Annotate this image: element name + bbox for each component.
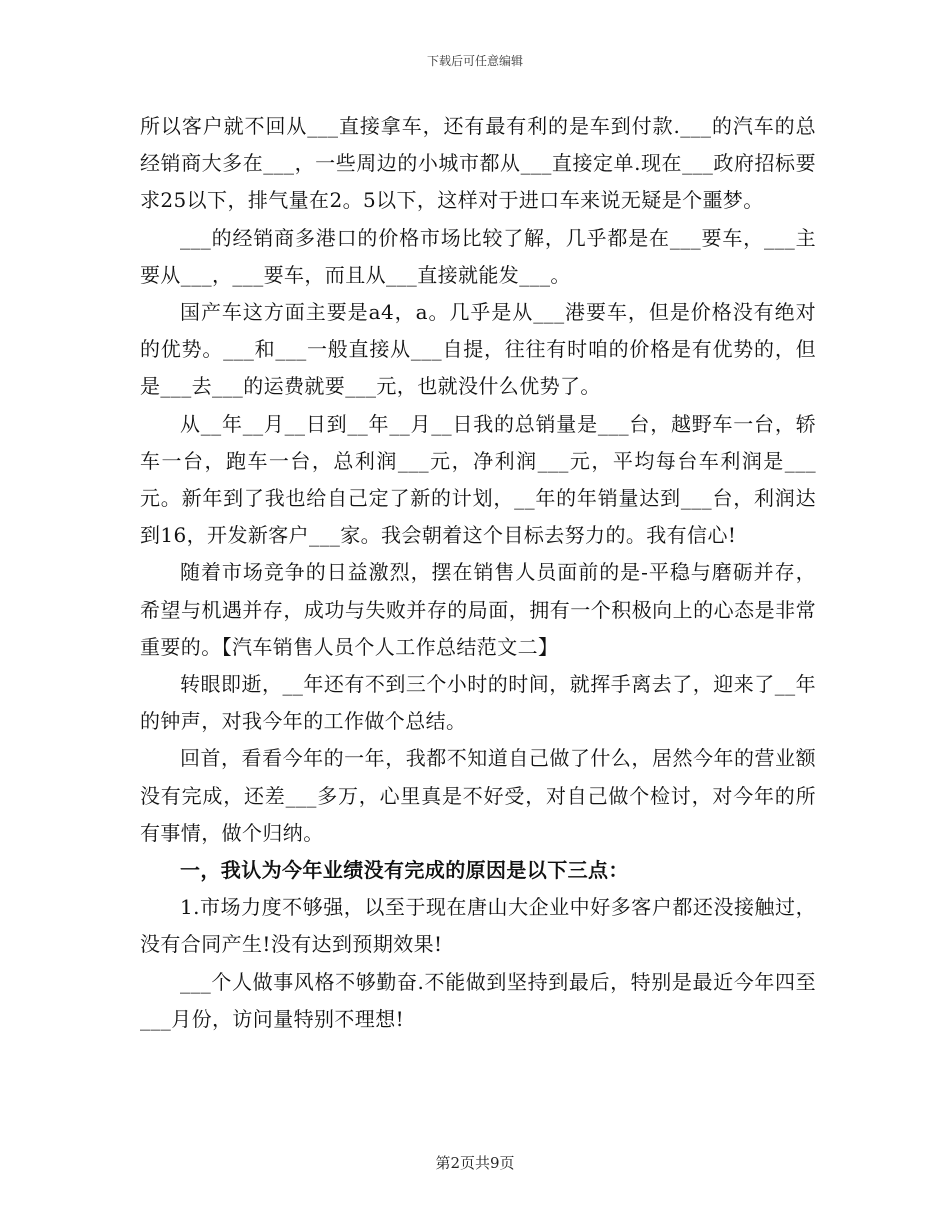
paragraph: 从__年__月__日到__年__月__日我的总销量是___台，越野车一台，轿车一台，跑车一台，总利润___元，净利润___元，平均每台车利润是___元。新年到了我也给自己定了新的计划，__年的年销量达到___台，利润达到16，开发新客户___家。我会朝着这个目标去努力的。我有信心!: [140, 411, 816, 548]
paragraph: 回首，看看今年的一年，我都不知道自己做了什么，居然今年的营业额没有完成，还差___多万，心里真是不好受，对自己做个检讨，对今年的所有事情，做个归纳。: [140, 746, 816, 845]
paragraph: 1.市场力度不够强，以至于现在唐山大企业中好多客户都还没接触过，没有合同产生!没有达到预期效果!: [140, 895, 816, 957]
paragraph: 国产车这方面主要是a4，a。几乎是从___港要车，但是价格没有绝对的优势。___和___一般直接从___自提，往往有时咱的价格是有优势的，但是___去___的运费就要___元，也就没什么优势了。: [140, 300, 816, 399]
document-body: [140, 108, 816, 1038]
page-header: 下载后可任意编辑: [426, 54, 523, 68]
paragraph: 转眼即逝，__年还有不到三个小时的时间，就挥手离去了，迎来了__年的钟声，对我今年的工作做个总结。: [140, 672, 816, 734]
page-number: 第2页共9页: [435, 1154, 515, 1172]
paragraph: ___个人做事风格不够勤奋.不能做到坚持到最后，特别是最近今年四至___月份，访问量特别不理想!: [140, 969, 816, 1031]
paragraph: 随着市场竞争的日益激烈，摆在销售人员面前的是-平稳与磨砺并存，希望与机遇并存，成功与失败并存的局面，拥有一个积极向上的心态是非常重要的。【汽车销售人员个人工作总结范文二】: [140, 560, 816, 659]
paragraph: ___的经销商多港口的价格市场比较了解，几乎都是在___要车，___主要从___，___要车，而且从___直接就能发___。: [140, 225, 816, 287]
paragraph: 所以客户就不回从___直接拿车，还有最有利的是车到付款.___的汽车的总经销商大多在___，一些周边的小城市都从___直接定单.现在___政府招标要求25以下，排气量在2。5以下，这样对于进口车来说无疑是个噩梦。: [140, 114, 816, 213]
section-heading: 一，我认为今年业绩没有完成的原因是以下三点：: [180, 858, 629, 883]
